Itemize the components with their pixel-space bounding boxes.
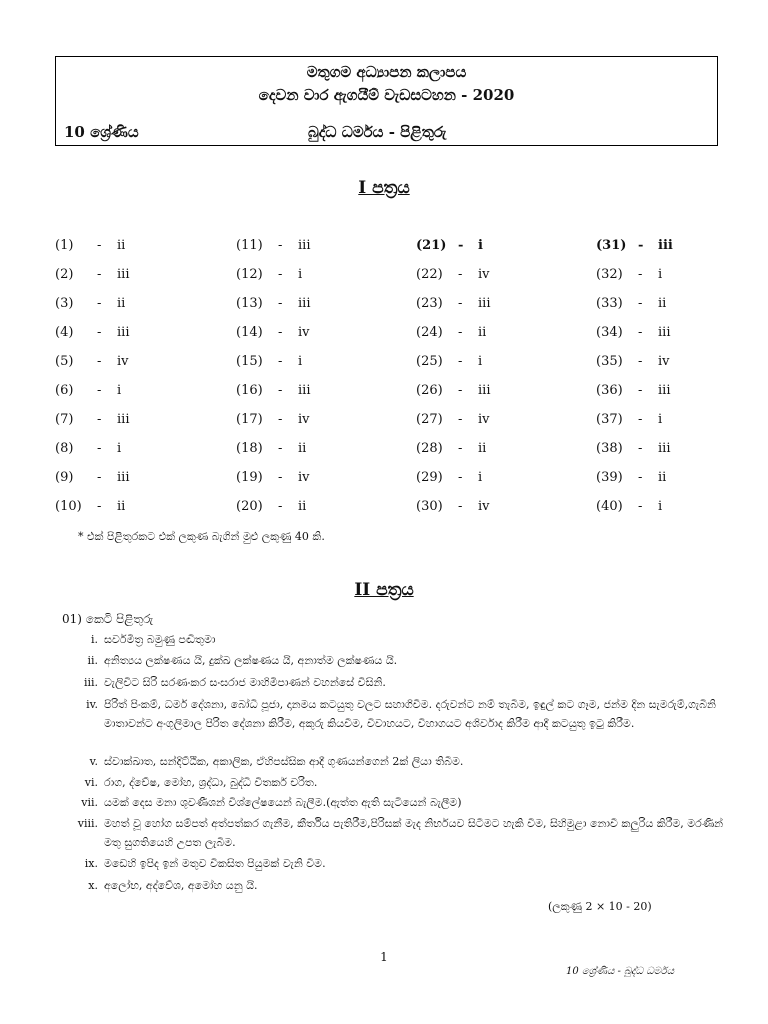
answer-item — [55, 470, 129, 485]
answer-dash: - — [278, 238, 283, 253]
answer-dash: - — [278, 499, 283, 514]
answer-value: ii — [658, 296, 667, 311]
item-text: සර්වමිත්‍ර බමුණු පඬිතුමා — [104, 633, 216, 646]
answer-dash: - — [638, 354, 643, 369]
answer-number: (1) — [55, 238, 74, 253]
list-item — [81, 793, 724, 812]
item-text: පිරිත් පිංකම්, ධර්ම දේශනා, බෝධි පූජා, දානමය කටයුතු වලට සහාගිවීම. දරුවන්ට නම් තැබීම, ඉඳුල් කට ගෑම, ජන්ම දින සැමරුම්,ගැබිනි මාතාවන්ට අංගුලිමාල පිරිත දේශනා කිරීම, අකුරු කියවීම, විවාහයට, විහාගයට අශිර්වාද කිරීම ආදී කටයුතු ඉටු කිරීම. — [104, 698, 716, 730]
answer-value: i — [478, 238, 483, 253]
paper1-note: * එක් පිළිතුරකට එක් ලකුණ බැගින් මුළු ලකුණු 40 කි. — [78, 530, 325, 543]
paper2-title: II පත්‍රය — [354, 580, 414, 600]
answer-item — [596, 325, 670, 340]
answer-dash: - — [278, 383, 283, 398]
answer-number: (27) — [416, 412, 443, 427]
answer-dash: - — [458, 383, 463, 398]
answer-dash: - — [638, 441, 643, 456]
zone-name: මතුගම අධ්‍යාපන කලාපය — [306, 63, 467, 81]
answer-value: i — [117, 383, 122, 398]
item-numeral: viii. — [77, 817, 98, 830]
list-item — [90, 630, 724, 649]
answer-item — [596, 296, 666, 311]
answer-value: i — [658, 499, 663, 514]
answer-dash: - — [458, 441, 463, 456]
answer-number: (28) — [416, 441, 443, 456]
answer-number: (31) — [596, 238, 627, 253]
answer-dash: - — [97, 412, 102, 427]
answer-dash: - — [278, 296, 283, 311]
answer-number: (5) — [55, 354, 74, 369]
answer-dash: - — [458, 267, 463, 282]
item-text: අනිත්‍යය ලක්ෂණය යි, දුක්ඛ ලක්ෂණය යි, අනාත්ම ලක්ෂණය යි. — [104, 654, 398, 667]
item-numeral: vi. — [84, 776, 98, 789]
answer-number: (18) — [236, 441, 263, 456]
answer-value: ii — [117, 499, 126, 514]
item-text: මඩෙහි ඉපිද ඉන් මතුව විකසිත පියුමක් වැනි වීම. — [104, 857, 326, 870]
answer-number: (2) — [55, 267, 74, 282]
answer-number: (22) — [416, 267, 443, 282]
answer-item — [236, 499, 306, 514]
answer-number: (35) — [596, 354, 623, 369]
list-item — [84, 854, 724, 873]
answer-value: ii — [298, 499, 307, 514]
answer-value: ii — [117, 296, 126, 311]
item-text: මහත් වූ හෝග සම්පත් අත්පත්කර ගැනීම, කීර්තිය පැතිරීම,පිරිසක් මැද නිර්භයව සිටීමට හැකි වීම, සිහිමුළා නොවී කලුරිය කිරීම, මරණින් මතු සුගතියෙහි උපත ලැබීම. — [104, 817, 724, 849]
answer-item — [596, 412, 662, 427]
answer-dash: - — [97, 267, 102, 282]
answer-item — [416, 470, 482, 485]
item-text: අලෝභ, අද්වේශ, අමෝහ යනු යි. — [104, 879, 258, 892]
answer-item — [596, 238, 673, 253]
answer-number: (34) — [596, 325, 623, 340]
answer-dash: - — [97, 470, 102, 485]
answer-dash: - — [97, 383, 102, 398]
answer-number: (11) — [236, 238, 263, 253]
answer-item — [236, 354, 302, 369]
answer-item — [416, 499, 490, 514]
answer-item — [596, 441, 670, 456]
answer-value: ii — [117, 238, 126, 253]
answer-value: i — [117, 441, 122, 456]
answer-dash: - — [458, 470, 463, 485]
answer-value: iii — [658, 238, 673, 253]
item-numeral: x. — [88, 879, 98, 892]
answer-item — [416, 296, 490, 311]
answer-item — [596, 354, 670, 369]
answer-value: i — [658, 412, 663, 427]
answer-dash: - — [638, 238, 644, 253]
answer-number: (10) — [55, 499, 82, 514]
answer-dash: - — [278, 412, 283, 427]
item-numeral: vii. — [81, 796, 98, 809]
item-numeral: i. — [90, 633, 98, 646]
item-numeral: ii. — [87, 654, 98, 667]
answer-number: (17) — [236, 412, 263, 427]
answer-number: (25) — [416, 354, 443, 369]
page-number: 1 — [380, 950, 388, 964]
item-text: රාග, ද්වේෂ, මෝහ, ශ්‍රද්ධා, බුද්ධි විතර්ක චරිත. — [104, 776, 318, 789]
answer-item — [236, 238, 310, 253]
answer-number: (16) — [236, 383, 263, 398]
answer-value: iii — [298, 238, 311, 253]
item-numeral: ix. — [84, 857, 98, 870]
answer-item — [236, 470, 310, 485]
answer-value: i — [658, 267, 663, 282]
answer-item — [236, 267, 302, 282]
item-numeral: iv. — [86, 698, 98, 711]
answer-number: (21) — [416, 238, 447, 253]
answer-number: (29) — [416, 470, 443, 485]
answer-item — [596, 267, 662, 282]
list-item — [89, 752, 724, 771]
answer-value: iii — [658, 325, 671, 340]
subject-label: බුද්ධ ධර්මය - පිළිතුරු — [308, 123, 447, 141]
answer-value: iv — [658, 354, 670, 369]
answer-value: ii — [478, 325, 487, 340]
answer-dash: - — [458, 296, 463, 311]
answer-number: (19) — [236, 470, 263, 485]
answer-item — [416, 267, 490, 282]
answer-value: iii — [658, 441, 671, 456]
answer-value: iii — [117, 267, 130, 282]
list-item — [86, 695, 724, 733]
list-item — [84, 773, 724, 792]
answer-value: iii — [478, 383, 491, 398]
answer-number: (32) — [596, 267, 623, 282]
answer-item — [416, 412, 490, 427]
answer-item — [596, 499, 662, 514]
item-text: යමක් දෙස මනා ශුවණීශන් විශ්ලේෂයෙන් බැලීම.(ඇත්ත ඇති සැටියෙන් බැලීම) — [104, 796, 462, 809]
answer-dash: - — [97, 296, 102, 311]
answer-number: (8) — [55, 441, 74, 456]
answer-value: i — [298, 267, 303, 282]
answer-value: ii — [298, 441, 307, 456]
page-footer: 10 ශ්‍රේණිය - බුද්ධ ධර්මය — [566, 966, 675, 977]
list-item — [88, 876, 724, 895]
answer-dash: - — [638, 296, 643, 311]
answer-dash: - — [638, 383, 643, 398]
answer-number: (4) — [55, 325, 74, 340]
answer-item — [416, 441, 486, 456]
item-text: ස්වාක්ඛාත, සන්දිට්ඨික, අකාලික, ඒහිපස්සික ආදී ගුණයන්ගෙන් 2ක් ලියා තිබීම. — [104, 755, 464, 768]
answer-value: iv — [298, 412, 310, 427]
item-text: වැලිවිට සිරි සරණංකර සංඝරාජ මාහිමිපාණන් වහන්සේ විසිනි. — [104, 676, 386, 689]
answer-value: i — [298, 354, 303, 369]
answer-item — [55, 296, 125, 311]
list-item — [87, 651, 724, 670]
answer-number: (7) — [55, 412, 74, 427]
answer-value: ii — [658, 470, 667, 485]
answer-dash: - — [278, 470, 283, 485]
answer-number: (15) — [236, 354, 263, 369]
answer-value: iii — [117, 470, 130, 485]
answer-dash: - — [97, 325, 102, 340]
answer-item — [55, 441, 121, 456]
answer-item — [236, 296, 310, 311]
answer-number: (23) — [416, 296, 443, 311]
answer-item — [55, 267, 129, 282]
answer-value: iii — [478, 296, 491, 311]
answer-dash: - — [458, 412, 463, 427]
answer-value: ii — [478, 441, 487, 456]
answer-value: iv — [298, 470, 310, 485]
answer-number: (13) — [236, 296, 263, 311]
question-heading: 01) කෙටි පිළිතුරු — [62, 612, 154, 626]
answer-item — [55, 354, 129, 369]
answer-item — [416, 238, 483, 253]
answer-dash: - — [638, 325, 643, 340]
answer-number: (12) — [236, 267, 263, 282]
answer-number: (6) — [55, 383, 74, 398]
answer-item — [416, 325, 486, 340]
header-box — [55, 56, 718, 146]
answer-value: i — [478, 354, 483, 369]
answer-dash: - — [458, 238, 464, 253]
answer-value: iv — [478, 412, 490, 427]
answer-item — [236, 412, 310, 427]
answer-number: (37) — [596, 412, 623, 427]
list-item — [83, 673, 724, 692]
answer-value: iii — [298, 383, 311, 398]
answer-dash: - — [278, 267, 283, 282]
answer-value: iv — [478, 267, 490, 282]
answer-dash: - — [278, 354, 283, 369]
answer-dash: - — [97, 238, 102, 253]
answer-number: (9) — [55, 470, 74, 485]
answer-number: (30) — [416, 499, 443, 514]
answer-dash: - — [97, 441, 102, 456]
answer-item — [596, 383, 670, 398]
answer-value: iii — [117, 412, 130, 427]
answer-number: (38) — [596, 441, 623, 456]
answer-dash: - — [458, 325, 463, 340]
answer-value: iii — [298, 296, 311, 311]
exam-title: දෙවන වාර ඇගයීම් වැඩසටහන - 2020 — [258, 86, 515, 104]
answer-dash: - — [638, 267, 643, 282]
answer-item — [55, 383, 121, 398]
answer-dash: - — [458, 354, 463, 369]
answer-number: (24) — [416, 325, 443, 340]
answer-number: (3) — [55, 296, 74, 311]
answer-item — [55, 499, 125, 514]
answer-dash: - — [458, 499, 463, 514]
answer-number: (26) — [416, 383, 443, 398]
answer-dash: - — [638, 470, 643, 485]
answer-item — [416, 383, 490, 398]
answer-number: (40) — [596, 499, 623, 514]
answer-number: (33) — [596, 296, 623, 311]
answer-dash: - — [97, 499, 102, 514]
answer-dash: - — [638, 412, 643, 427]
answer-item — [55, 238, 125, 253]
answer-dash: - — [278, 325, 283, 340]
grade-label: 10 ශ්‍රේණිය — [64, 123, 139, 141]
answer-item — [236, 383, 310, 398]
marks-note: (ලකුණු 2 × 10 - 20) — [548, 900, 652, 913]
item-numeral: iii. — [83, 676, 98, 689]
answer-value: iv — [117, 354, 129, 369]
answer-value: iii — [117, 325, 130, 340]
answer-dash: - — [97, 354, 102, 369]
answer-dash: - — [638, 499, 643, 514]
answer-number: (14) — [236, 325, 263, 340]
answer-value: iv — [478, 499, 490, 514]
answer-item — [55, 325, 129, 340]
answer-number: (36) — [596, 383, 623, 398]
answer-value: i — [478, 470, 483, 485]
answer-item — [55, 412, 129, 427]
answer-dash: - — [278, 441, 283, 456]
answer-value: iii — [658, 383, 671, 398]
answer-item — [236, 441, 306, 456]
answer-item — [596, 470, 666, 485]
answer-number: (20) — [236, 499, 263, 514]
item-numeral: v. — [89, 755, 98, 768]
answer-value: iv — [298, 325, 310, 340]
answer-number: (39) — [596, 470, 623, 485]
paper1-title: I පත්‍රය — [358, 178, 410, 198]
answer-item — [236, 325, 310, 340]
answer-item — [416, 354, 482, 369]
list-item — [77, 814, 724, 852]
